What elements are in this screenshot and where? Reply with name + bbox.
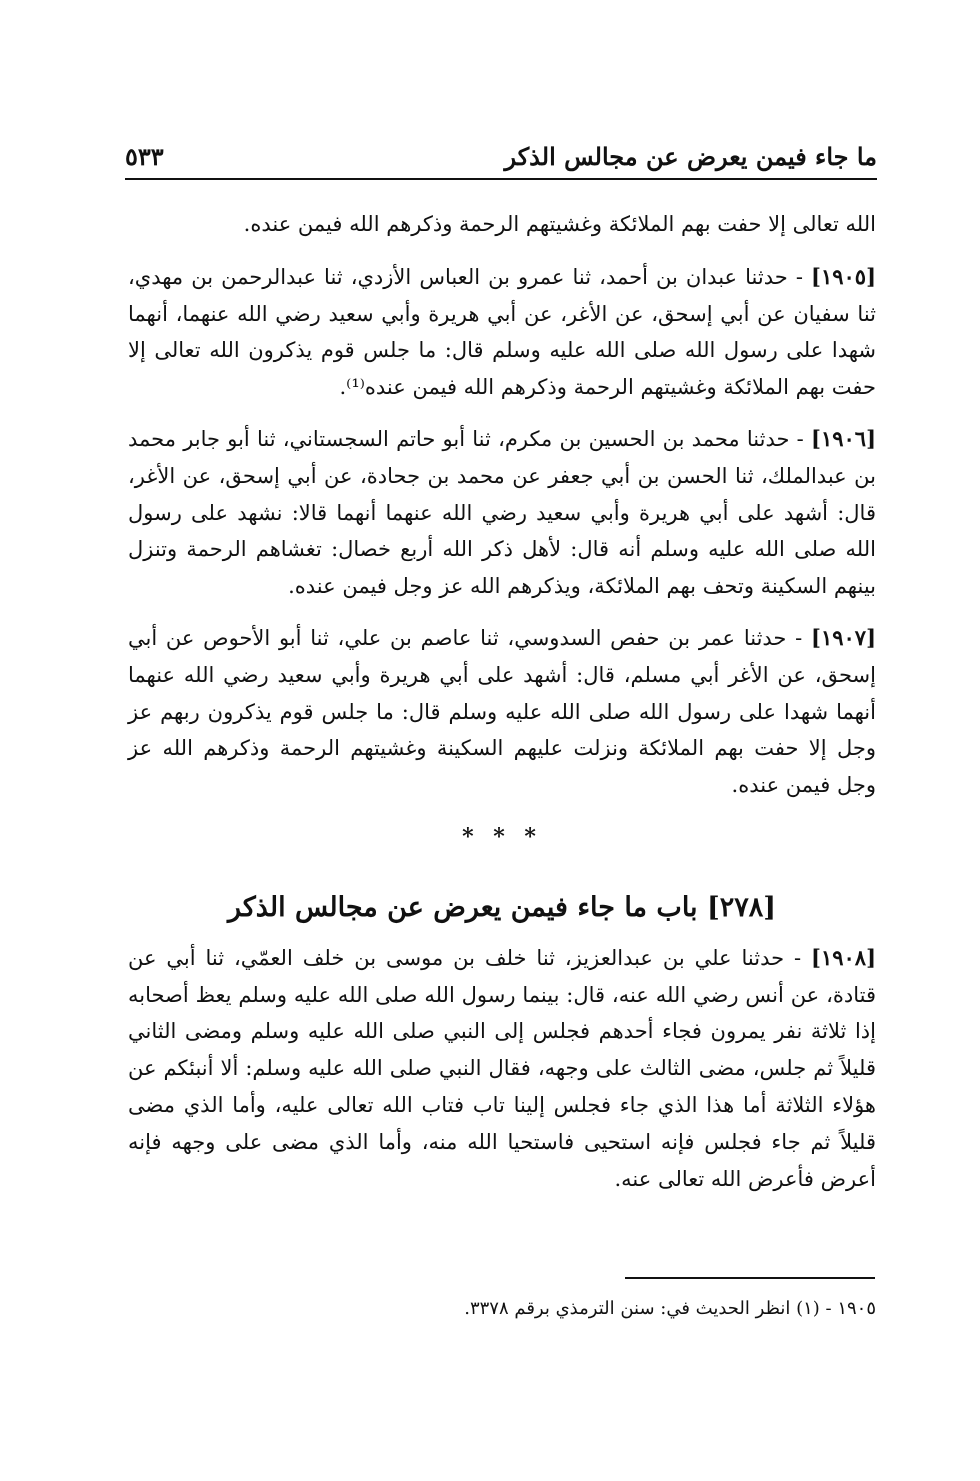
hadith-text: - حدثنا محمد بن الحسين بن مكرم، ثنا أبو حاتم السجستاني، ثنا أبو جابر محمد بن عبدالملك، ثنا الحسن بن أبي جعفر عن محمد بن جحادة، عن أبي إسحق، عن الأغر، قال: أشهد على أبي هريرة وأبي سعيد رضي الله عنهما أنهما قالا: نشهد على رسول الله صلى الله عليه وسلم أنه قال: لأهل ذكر الله أربع خصال: تغشاهم الرحمة وتنزل بينهم السكينة وتحف بهم الملائكة، ويذكرهم الله عز وجل فيمن عنده. bbox=[128, 426, 876, 599]
hadith-1907 bbox=[128, 620, 876, 804]
hadith-text: - حدثنا علي بن عبدالعزيز، ثنا خلف بن موسى بن خلف العمّي، ثنا أبي عن قتادة، عن أنس رضي الله عنه، قال: بينما رسول الله صلى الله عليه وسلم يعظ أصحابه إذا ثلاثة نفر يمرون فجاء أحدهم فجلس إلى النبي صلى الله عليه وسلم ومضى الثاني قليلاً ثم جلس، مضى الثالث على وجهه، فقال النبي صلى الله عليه وسلم: ألا أنبئكم عن هؤلاء الثلاثة أما هذا الذي جاء فجلس إلينا تاب فتاب الله تعالى عليه، وأما الذي مضى قليلاً ثم جاء فجلس فإنه استحيى فاستحيا الله منه، وأما الذي مضى على وجهه فإنه أعرض فأعرض الله تعالى عنه. bbox=[128, 945, 876, 1191]
paragraph-text: الله تعالى إلا حفت بهم الملائكة وغشيتهم الرحمة وذكرهم الله فيمن عنده. bbox=[243, 212, 876, 236]
hadith-1906 bbox=[128, 421, 876, 605]
page-body bbox=[128, 206, 876, 1212]
hadith-number: [١٩٠٦] bbox=[811, 425, 876, 451]
page-number: ٥٣٣ bbox=[125, 141, 164, 171]
section-separator: * * * bbox=[462, 823, 542, 850]
hadith-text: - حدثنا عمر بن حفص السدوسي، ثنا عاصم بن علي، ثنا أبو الأحوص عن أبي إسحق، عن الأغر أبي مسلم، قال: أشهد على أبي هريرة وأبي سعيد رضي الله عنهما أنهما شهدا على رسول الله صلى الله عليه وسلم قال: ما جلس قوم يذكرون ربهم عز وجل إلا حفت بهم الملائكة ونزلت عليهم السكينة وغشيتهم الرحمة وذكرهم الله عز وجل فيمن عنده. bbox=[128, 625, 876, 798]
footnote-rule bbox=[625, 1277, 875, 1279]
hadith-1905 bbox=[128, 259, 876, 406]
hadith-1908 bbox=[128, 940, 876, 1198]
hadith-number: [١٩٠٨] bbox=[811, 944, 876, 970]
running-title: ما جاء فيمن يعرض عن مجالس الذكر bbox=[504, 141, 877, 171]
section-title: [٢٧٨] باب ما جاء فيمن يعرض عن مجالس الذكر bbox=[227, 891, 777, 923]
hadith-text: - حدثنا عبدان بن أحمد، ثنا عمرو بن العباس الأزدي، ثنا عبدالرحمن بن مهدي، ثنا سفيان عن أبي إسحق، عن الأغر، عن أبي هريرة وأبي سعيد رضي الله عنهما، أنهما شهدا على رسول الله صلى الله عليه وسلم قال: ما جلس قوم يذكرون الله تعالى إلا حفت بهم الملائكة وغشيتهم الرحمة وذكرهم الله فيمن عنده⁽¹⁾. bbox=[128, 264, 876, 400]
page-header bbox=[125, 134, 877, 180]
hadith-number: [١٩٠٥] bbox=[811, 263, 876, 289]
footnote: ١٩٠٥ - (١) انظر الحديث في: سنن الترمذي برقم ٣٣٧٨. bbox=[464, 1298, 876, 1319]
hadith-number: [١٩٠٧] bbox=[811, 624, 876, 650]
paragraph bbox=[128, 206, 876, 243]
